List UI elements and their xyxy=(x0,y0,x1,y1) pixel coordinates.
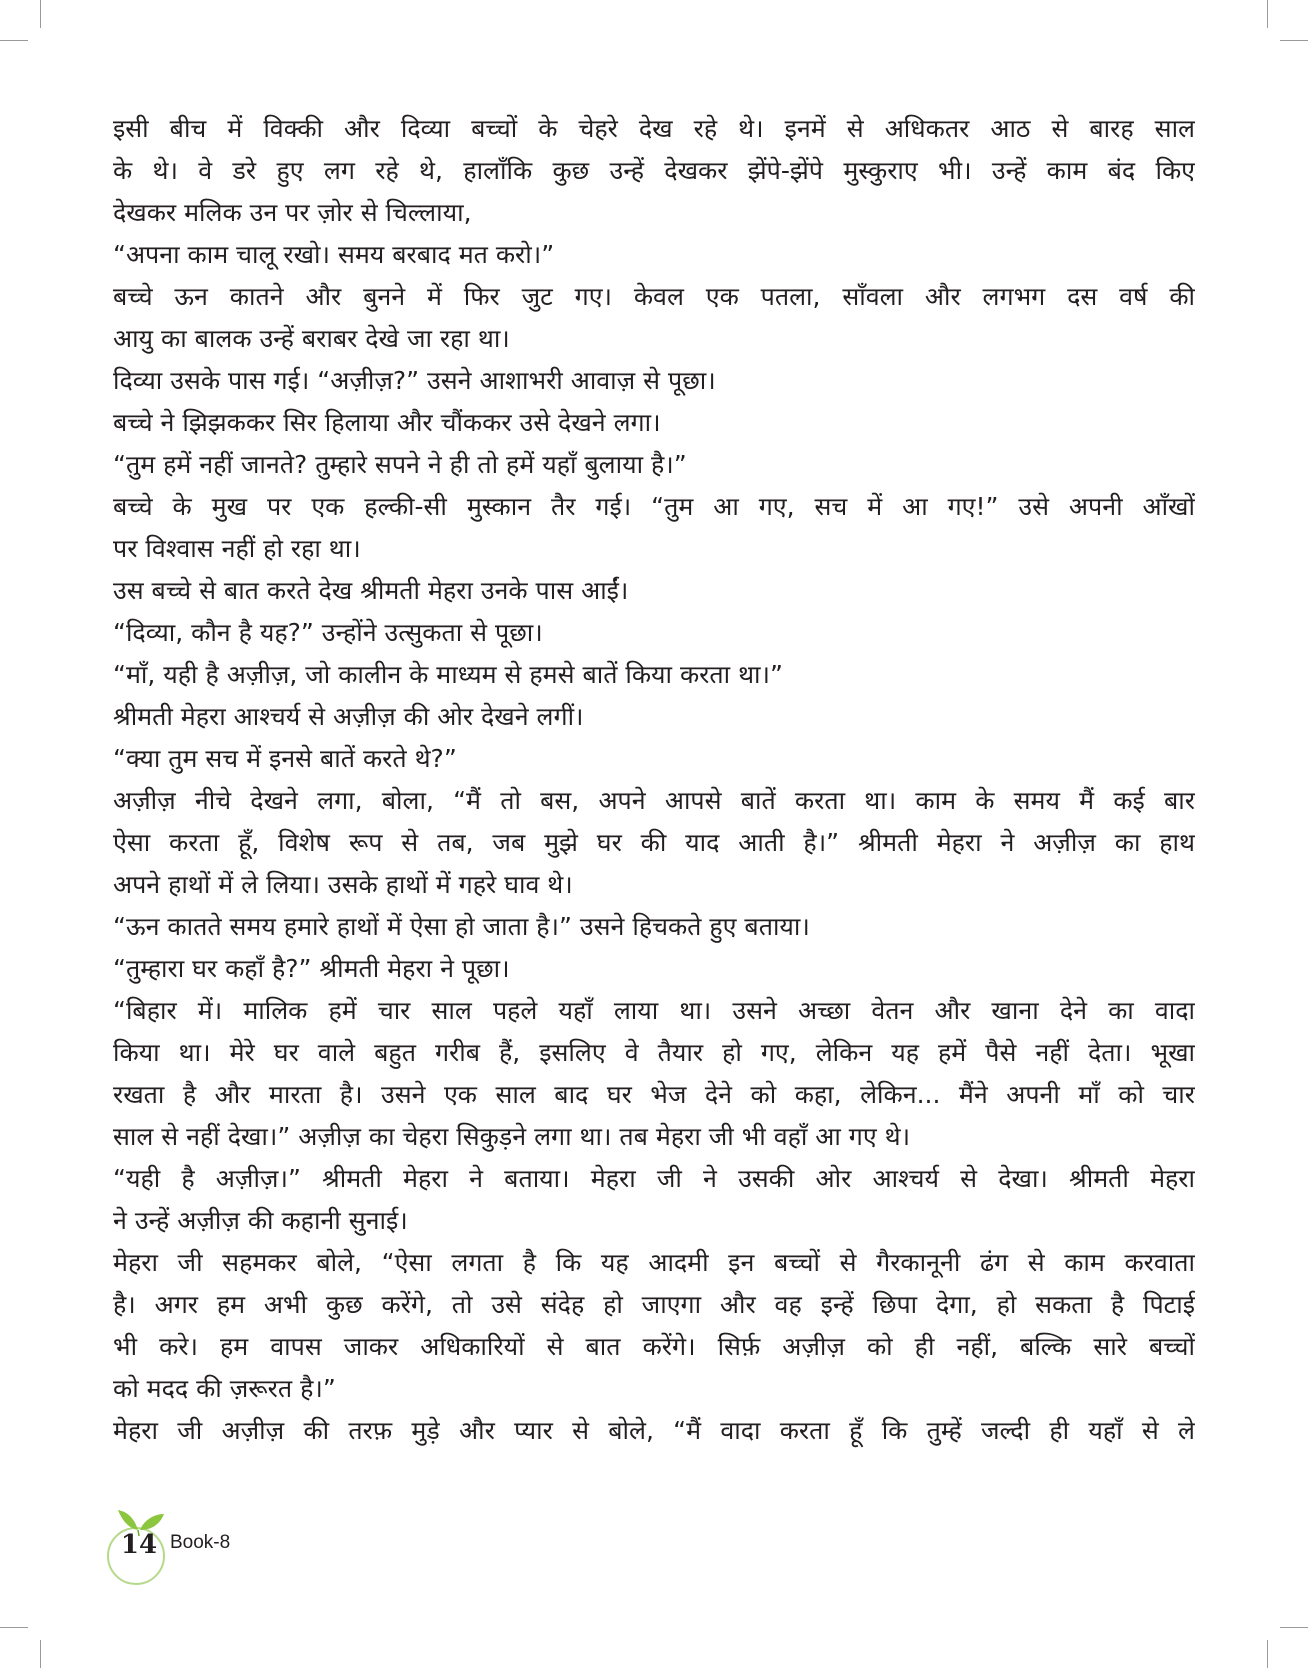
text-line: मेहरा जी सहमकर बोले, “ऐसा लगता है कि यह आदमी इन बच्चों से गैरकानूनी ढंग से काम करवाता xyxy=(113,1248,1195,1277)
crop-mark-bottom-left xyxy=(40,1640,41,1668)
text-line: के थे। वे डरे हुए लग रहे थे, हालाँकि कुछ उन्हें देखकर झेंपे-झेंपे मुस्कुराए भी। उन्हें काम बंद किए xyxy=(113,156,1195,185)
crop-mark-bottom-right xyxy=(1267,1640,1268,1668)
crop-mark-top-left-h xyxy=(0,40,28,41)
text-line: “तुम्हारा घर कहाँ है?” श्रीमती मेहरा ने पूछा। xyxy=(113,954,510,983)
text-line: ने उन्हें अज़ीज़ की कहानी सुनाई। xyxy=(113,1206,408,1235)
text-line: बच्चे के मुख पर एक हल्की-सी मुस्कान तैर गई। “तुम आ गए, सच में आ गए!” उसे अपनी आँखों xyxy=(113,492,1195,521)
text-line: “तुम हमें नहीं जानते? तुम्हारे सपने ने ही तो हमें यहाँ बुलाया है।” xyxy=(113,450,687,479)
text-line: अज़ीज़ नीचे देखने लगा, बोला, “मैं तो बस, अपने आपसे बातें करता था। काम के समय मैं कई बार xyxy=(113,786,1195,815)
text-line: देखकर मलिक उन पर ज़ोर से चिल्लाया, xyxy=(113,198,472,227)
text-line: मेहरा जी अज़ीज़ की तरफ़ मुड़े और प्यार से बोले, “मैं वादा करता हूँ कि तुम्हें जल्दी ही यहाँ से ले xyxy=(113,1416,1195,1445)
text-line: किया था। मेरे घर वाले बहुत गरीब हैं, इसलिए वे तैयार हो गए, लेकिन यह हमें पैसे नहीं देता। भूखा xyxy=(113,1038,1195,1067)
text-line: पर विश्वास नहीं हो रहा था। xyxy=(113,534,361,563)
text-line: साल से नहीं देखा।” अज़ीज़ का चेहरा सिकुड़ने लगा था। तब मेहरा जी भी वहाँ आ गए थे। xyxy=(113,1122,911,1151)
story-text xyxy=(113,108,1195,1452)
text-line: “ऊन कातते समय हमारे हाथों में ऐसा हो जाता है।” उसने हिचकते हुए बताया। xyxy=(113,912,810,941)
crop-mark-top-left xyxy=(40,0,41,28)
text-line: “बिहार में। मालिक हमें चार साल पहले यहाँ लाया था। उसने अच्छा वेतन और खाना देने का वादा xyxy=(113,996,1195,1025)
text-line: है। अगर हम अभी कुछ करेंगे, तो उसे संदेह हो जाएगा और वह इन्हें छिपा देगा, हो सकता है पिटाई xyxy=(113,1290,1195,1319)
text-line: को मदद की ज़रूरत है।” xyxy=(113,1374,336,1403)
text-line: बच्चे ऊन कातने और बुनने में फिर जुट गए। केवल एक पतला, साँवला और लगभग दस वर्ष की xyxy=(113,282,1195,311)
crop-mark-top-right-h xyxy=(1280,40,1308,41)
book-label: Book-8 xyxy=(170,1532,231,1553)
page-number: 14 xyxy=(120,1530,158,1560)
text-line: “क्या तुम सच में इनसे बातें करते थे?” xyxy=(113,744,457,773)
text-line: “यही है अज़ीज़।” श्रीमती मेहरा ने बताया। मेहरा जी ने उसकी ओर आश्चर्य से देखा। श्रीमती मेहरा xyxy=(113,1164,1195,1193)
text-line: रखता है और मारता है। उसने एक साल बाद घर भेज देने को कहा, लेकिन... मैंने अपनी माँ को चार xyxy=(113,1080,1195,1109)
text-line: आयु का बालक उन्हें बराबर देखे जा रहा था। xyxy=(113,324,510,353)
text-line: “अपना काम चालू रखो। समय बरबाद मत करो।” xyxy=(113,240,555,269)
text-line: श्रीमती मेहरा आश्चर्य से अज़ीज़ की ओर देखने लगीं। xyxy=(113,702,584,731)
text-line: अपने हाथों में ले लिया। उसके हाथों में गहरे घाव थे। xyxy=(113,870,573,899)
text-line: उस बच्चे से बात करते देख श्रीमती मेहरा उनके पास आईं। xyxy=(113,576,629,605)
crop-mark-top-right xyxy=(1267,0,1268,28)
text-line: “दिव्या, कौन है यह?” उन्होंने उत्सुकता से पूछा। xyxy=(113,618,543,647)
crop-mark-bottom-left-h xyxy=(0,1627,28,1628)
text-line: इसी बीच में विक्की और दिव्या बच्चों के चेहरे देख रहे थे। इनमें से अधिकतर आठ से बारह साल xyxy=(113,114,1195,143)
text-line: दिव्या उसके पास गई। “अज़ीज़?” उसने आशाभरी आवाज़ से पूछा। xyxy=(113,366,716,395)
text-line: भी करे। हम वापस जाकर अधिकारियों से बात करेंगे। सिर्फ़ अज़ीज़ को ही नहीं, बल्कि सारे बच्चों xyxy=(113,1332,1195,1361)
text-line: बच्चे ने झिझककर सिर हिलाया और चौंककर उसे देखने लगा। xyxy=(113,408,661,437)
text-line: “माँ, यही है अज़ीज़, जो कालीन के माध्यम से हमसे बातें किया करता था।” xyxy=(113,660,783,689)
text-line: ऐसा करता हूँ, विशेष रूप से तब, जब मुझे घर की याद आती है।” श्रीमती मेहरा ने अज़ीज़ का हाथ xyxy=(113,828,1195,857)
crop-mark-bottom-right-h xyxy=(1280,1627,1308,1628)
page-footer xyxy=(98,1506,318,1586)
